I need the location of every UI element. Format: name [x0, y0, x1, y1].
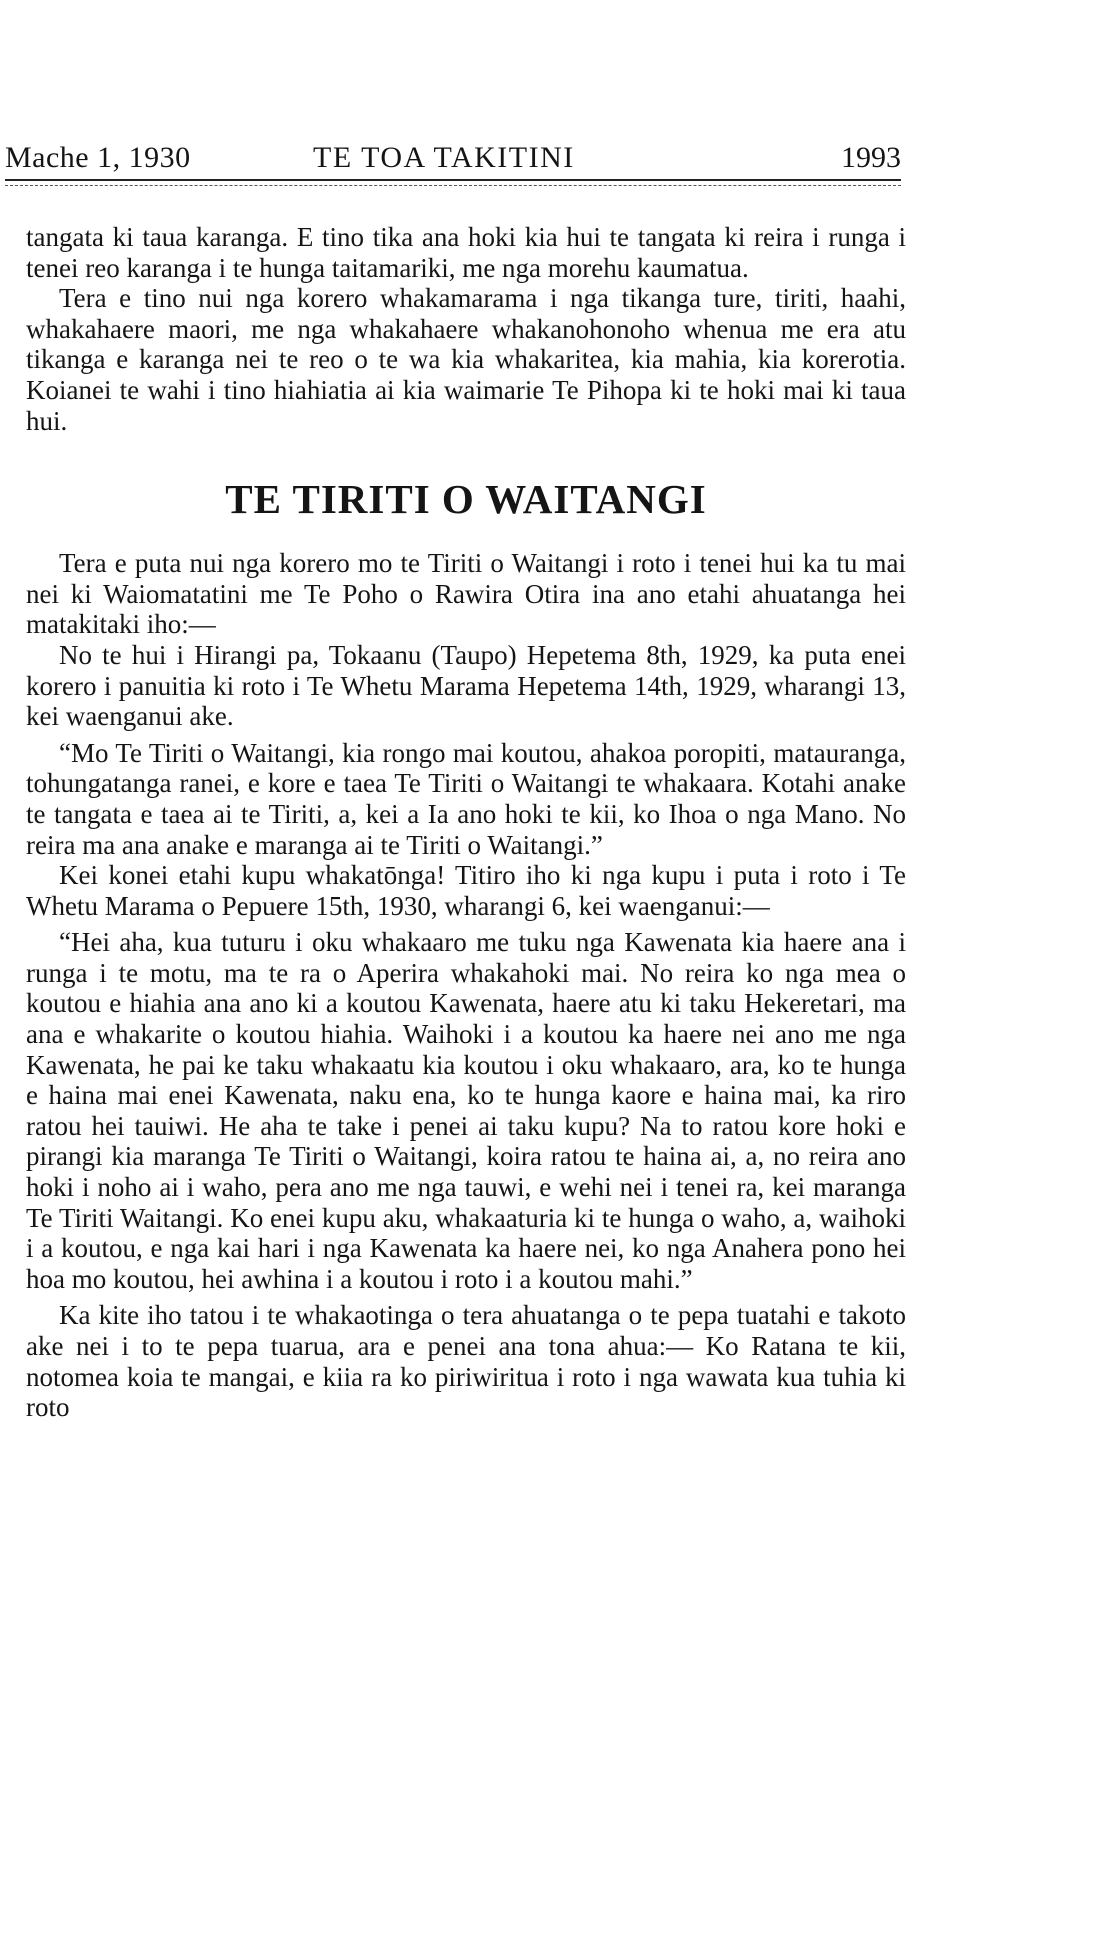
paragraph: Ka kite iho tatou i te whakaotinga o tera ahuatanga o te pepa tuatahi e takoto ake nei i to te pepa tuarua, ara e penei ana tona ahua:— Ko Ratana te kii, notomea koia te mangai, e kiia ra ko piriwiritua i roto i nga wawata kua tuhia ki roto: [26, 1300, 906, 1423]
paragraph: Tera e tino nui nga korero whakamarama i nga tikanga ture, tiriti, haahi, whakahaere maori, me nga whakahaere whakanohonoho whenua me era atu tikanga e karanga nei te reo o te wa kia whakaritea, kia mahia, kia korerotia. Koianei te wahi i tino hiahiatia ai kia waimarie Te Pihopa ki te hoki mai ki taua hui.: [26, 283, 906, 436]
header-page-number: 1993: [841, 141, 901, 174]
header-date: Mache 1, 1930: [5, 141, 191, 174]
paragraph: tangata ki taua karanga. E tino tika ana hoki kia hui te tangata ki reira i runga i tenei reo karanga i te hunga taitamariki, me nga morehu kaumatua.: [26, 222, 906, 283]
quote-paragraph: “Mo Te Tiriti o Waitangi, kia rongo mai koutou, ahakoa poropiti, matauranga, tohungatanga ranei, e kore e taea Te Tiriti o Waitangi te whakaara. Kotahi anake te tangata e taea ai te Tiriti, a, kei a Ia ano hoki te kii, ko Ihoa o nga Mano. No reira ma ana anake e maranga ai te Tiriti o Waitangi.”: [26, 737, 906, 860]
paragraph: Tera e puta nui nga korero mo te Tiriti o Waitangi i roto i tenei hui ka tu mai nei ki Waiomatatini me Te Poho o Rawira Otira ina ano etahi ahuatanga hei matakitaki iho:—: [26, 548, 906, 640]
running-header: [5, 138, 901, 178]
paragraph: Kei konei etahi kupu whakatōnga! Titiro iho ki nga kupu i puta i roto i Te Whetu Marama o Pepuere 15th, 1930, wharangi 6, kei waenganui:—: [26, 860, 906, 921]
section-heading: TE TIRITI O WAITANGI: [225, 476, 707, 523]
paragraph: No te hui i Hirangi pa, Tokaanu (Taupo) Hepetema 8th, 1929, ka puta enei korero i panuitia ki roto i Te Whetu Marama Hepetema 14th, 1929, wharangi 13, kei waenganui ake.: [26, 639, 906, 732]
article-body: [26, 222, 906, 1423]
quote-paragraph: “Hei aha, kua tuturu i oku whakaaro me tuku nga Kawenata kia haere ana i runga i te motu, ma te ra o Aperira whakahoki mai. No reira ko nga mea o koutou e hiahia ana ano ki a koutou Kawenata, haere atu ki taku Hekeretari, ma ana e whakarite o koutou hiahia. Waihoki i a koutou ka haere nei ano me nga Kawenata, he pai ke taku whakaatu kia koutou i oku whakaaro, ara, ko te hunga e haina mai enei Kawenata, naku ena, ko te hunga kaore e haina mai, ka riro ratou hei tauiwi. He aha te take i penei ai taku kupu? Na to ratou kore hoki e pirangi kia maranga Te Tiriti o Waitangi, koira ratou te haina ai, a, no reira ano hoki i noho ai i waho, pera ano me nga tauwi, e wehi nei i tenei ra, kei maranga Te Tiriti Waitangi. Ko enei kupu aku, whakaaturia ki te hunga o waho, a, waihoki i a koutou, e nga kai hari i nga Kawenata ka haere nei, ko nga Anahera pono hei hoa mo koutou, hei awhina i a koutou i roto i a koutou mahi.”: [26, 927, 906, 1294]
header-rule-dashed: [5, 185, 901, 186]
header-title: TE TOA TAKITINI: [313, 141, 575, 174]
header-rule: [5, 179, 901, 181]
